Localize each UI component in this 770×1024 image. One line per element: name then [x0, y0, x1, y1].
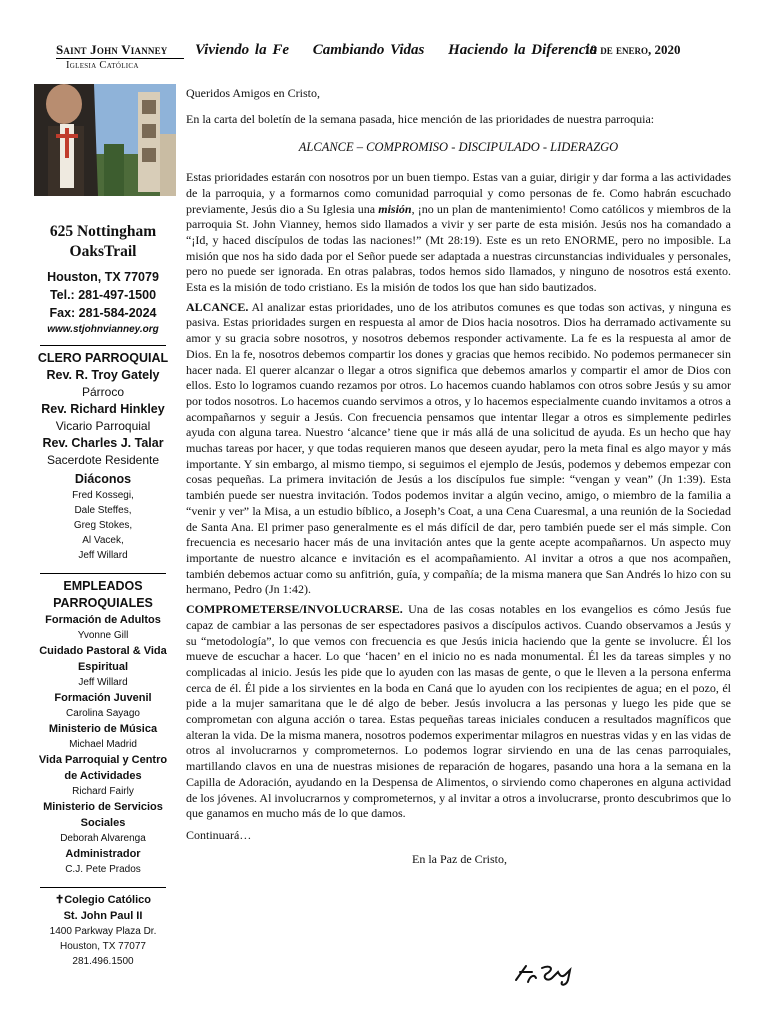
- clergy-role: Párroco: [81, 385, 125, 399]
- sidebar-divider: [40, 887, 166, 888]
- emphasis-text: misión: [378, 201, 412, 216]
- staff-name: Jeff Willard: [78, 677, 128, 688]
- staff-name: Yvonne Gill: [77, 630, 129, 641]
- phone-number: Tel.: 281-497-1500: [49, 288, 157, 302]
- staff-heading: EMPLEADOS: [63, 579, 143, 593]
- header-divider: [56, 58, 184, 59]
- staff-name: Carolina Sayago: [66, 708, 140, 719]
- clergy-role: Sacerdote Residente: [46, 453, 160, 467]
- paragraph-text: Al analizar estas prioridades, uno de los atributos comunes es que todas son activas, y ninguna es pasiva. Estas prioridades surgen en respuesta al amor de Dios hacia nosotros. Dios ha derramado activamente su amor y su gracia sobre nosotros, y nosotros debemos responder activamente. La fe es la respuesta al amor de Dios. En la fe, nosotros debemos compartir los dones y gracias que hemos recibido. No podemos permanecer sin hacer nada. El querer alcanzar o llegar a otros significa que debemos amarlos y compartir el amor de Dios con ellos. Esto lo logramos cuando rezamos por otros. Lo hacemos cuando hablamos con otros sobre Jesús y su amor por todos nosotros. Lo hacemos cuando servimos a otros, y lo hacemos especialmente cuando invitamos a otros a acompañarnos y seguir a Jesús. Con frecuencia pensamos que intentar llegar a otros es simplemente pedirles ayuda con alguna tarea. Nuestro ‘alcance’ tiene que ir más allá de una solicitud de ayuda. Es un hecho que hay muchas tareas por hacer, y que todas requieren manos que deseen ayudar, pero la meta final es algo mayor y más importante. Y sin embargo, al mismo tiempo, si seguimos el ejemplo de Jesús, podemos y debemos empezar con cosas pequeñas. La primera invitación de Jesús a los discípulos fue simple: “vengan y vean” (Jn 1:39). Esta también puede ser nuestra invitación. Todos podemos invitar a algún vecino, amigo, o miembro de la familia a “venir y ver” la Misa, a un estudio bíblico, a Joseph’s Coat, a una Cena Cuaresmal, a una reunión de la Sociedad de Santa Ana. El primer paso generalmente es el más difícil de dar, pero también puede ser el más simple. Con frecuencia es necesario hacer más de una invitación antes que la gente acepte acompañarnos. Un aspecto muy importante de nuestro alcance e invitación es el acompañamiento. Al invitar a otros a que nos acompañen, también debemos actuar como su anfitrión, guía, y compañía; de la misma manera que San Andrés lo hizo con su hermano, Pedro (Jn 1:42).: [186, 299, 731, 597]
- sidebar: [34, 222, 172, 969]
- letter-regards: En la Paz de Cristo,: [412, 851, 507, 866]
- pastor-letter: [186, 86, 731, 867]
- signature-image: [512, 960, 592, 988]
- bulletin-date: 19 de enero, 2020: [584, 42, 681, 57]
- staff-title: Ministerio de Música: [48, 723, 158, 735]
- deacon-name: Al Vacek,: [82, 535, 124, 546]
- church-name: Saint John Vianney: [56, 42, 168, 57]
- sidebar-divider: [40, 573, 166, 574]
- school-address: 1400 Parkway Plaza Dr.: [49, 926, 157, 937]
- paragraph-text: , ¡no un plan de mantenimiento! Como católicos y miembros de la parroquia St. John Vianney, hemos sido llamados a vivir y ser parte de esta misión. Jesús nos ha comandado a “¡Id, y haced discípulos de todas las naciones!” (Mt 28:19). Este es un reto ENORME, pero no imposible. La misión que nos ha sido dada por el Señor puede ser adaptada a nuestras circunstancias individuales y personales, pero no puede ser ignorada. En otras palabras, todos hemos sido llamados, y ninguno de nosotros está exento. Esta es la misión de todo cristiano. Es la misión de todos los que han sido bautizados.: [186, 201, 731, 295]
- letter-greeting: Queridos Amigos en Cristo,: [186, 86, 320, 100]
- church-subtitle: Iglesia Católica: [66, 60, 139, 71]
- staff-title: Formación de Adultos: [45, 614, 161, 626]
- deacon-name: Dale Steffes,: [74, 505, 132, 516]
- paragraph-text: Una de las cosas notables en los evangelios es cómo Jesús fue capaz de cambiar a las personas de ser espectadores pasivos a discípulos activos. Cuando observamos a Jesús y su “metodología”, lo que vemos con frecuencia es que Jesús inicia haciendo que la gente se involucre. Él los mueve de escuchar a hacer. Lo que ‘hacen’ en el inicio no es nada monumental. Él les da tareas simples y no complicadas al inicio. Jesús les pide que lo ayuden con las masas de gente, o que le lleven a la persona enferma cerca de él. Él pide a los sirvientes en la boda en Caná que lo ayuden con los recipientes de agua; en el pozo, él pide a la mujer samaritana que le dé algo de beber. Jesús involucra a las personas y luego les pide que se comprometan con alguna acción o tarea. Estas pequeñas tareas iniciales conducen a resultados magníficos que alteran la vida. De la misma manera, nosotros podemos experimentar milagros en nuestras vidas y en las vidas de otros al involucrarnos y comprometernos. Lo podemos lograr sirviendo en una de las cenas parroquiales, martillando clavos en una de nuestras misiones de reparación de hogares, pasando una hora a la semana en la Capilla de Adoración, ayudando en la Despensa de Alimentos, o sirviendo como chaperones en alguna actividad de los jóvenes. Al involucrarnos y comprometernos, y al invitar a otros a involucrarse, pronto descubrimos que lo que ganamos en mucho más de lo que damos.: [186, 602, 731, 821]
- staff-heading: PARROQUIALES: [53, 596, 153, 610]
- staff-title: Vida Parroquial y Centro de Actividades: [38, 754, 168, 782]
- sidebar-divider: [40, 345, 166, 346]
- section-heading: COMPROMETERSE/INVOLUCRARSE.: [186, 602, 403, 617]
- paragraph-text: Estas prioridades estarán con nosotros por un buen tiempo. Estas van a guiar, dirigir y dar forma a las actividades de la parroquia, y a formarnos como comunidad parroquial y como personas de fe. Como habrán escuchado previamente, Jesús dio a Su Iglesia una: [186, 170, 731, 216]
- clergy-name: Rev. Charles J. Talar: [42, 436, 164, 450]
- priorities-line: ALCANCE – COMPROMISO - DISCIPULADO - LIDERAZGO: [298, 140, 619, 155]
- address-street-2: OaksTrail: [69, 243, 137, 260]
- deacon-name: Fred Kossegi,: [72, 490, 134, 501]
- staff-name: Deborah Alvarenga: [60, 833, 146, 844]
- staff-title: Administrador: [65, 848, 141, 860]
- staff-title: Formación Juvenil: [54, 692, 152, 704]
- school-name-2: St. John Paul II: [63, 910, 143, 922]
- letter-paragraph: [186, 300, 731, 598]
- school-phone: 281.496.1500: [72, 956, 134, 967]
- staff-title: Cuidado Pastoral & Vida Espiritual: [39, 645, 167, 673]
- motto-part-2: Cambiando Vidas: [312, 42, 425, 58]
- website-link[interactable]: www.stjohnvianney.org: [47, 324, 159, 335]
- deacons-heading: Diáconos: [74, 472, 132, 486]
- staff-title: Ministerio de Servicios Sociales: [43, 801, 163, 829]
- motto-part-3: Haciendo la Diferencia: [448, 42, 598, 58]
- clergy-heading: CLERO PARROQUIAL: [37, 351, 169, 365]
- clergy-name: Rev. Richard Hinkley: [41, 402, 165, 416]
- church-photo: [34, 84, 176, 196]
- staff-name: Richard Fairly: [72, 786, 134, 797]
- motto: [195, 42, 615, 59]
- letter-paragraph: [186, 602, 731, 822]
- deacon-name: Greg Stokes,: [73, 520, 133, 531]
- fax-number: Fax: 281-584-2024: [49, 306, 157, 320]
- address-street: 625 Nottingham: [49, 223, 157, 240]
- address-city: Houston, TX 77079: [47, 270, 159, 284]
- staff-name: C.J. Pete Prados: [65, 864, 141, 875]
- motto-part-1: Viviendo la Fe: [195, 42, 289, 58]
- section-heading: ALCANCE.: [186, 299, 249, 314]
- clergy-name: Rev. R. Troy Gately: [46, 368, 160, 382]
- letter-paragraph: [186, 170, 731, 296]
- letter-intro: En la carta del boletín de la semana pasada, hice mención de las prioridades de nuestra parroquia:: [186, 111, 655, 126]
- school-name: ✝Colegio Católico: [55, 894, 151, 906]
- letter-closing: Continuará…: [186, 827, 252, 842]
- deacon-name: Jeff Willard: [78, 550, 128, 561]
- clergy-role: Vicario Parroquial: [55, 419, 151, 433]
- staff-name: Michael Madrid: [69, 739, 137, 750]
- school-city: Houston, TX 77077: [60, 941, 146, 952]
